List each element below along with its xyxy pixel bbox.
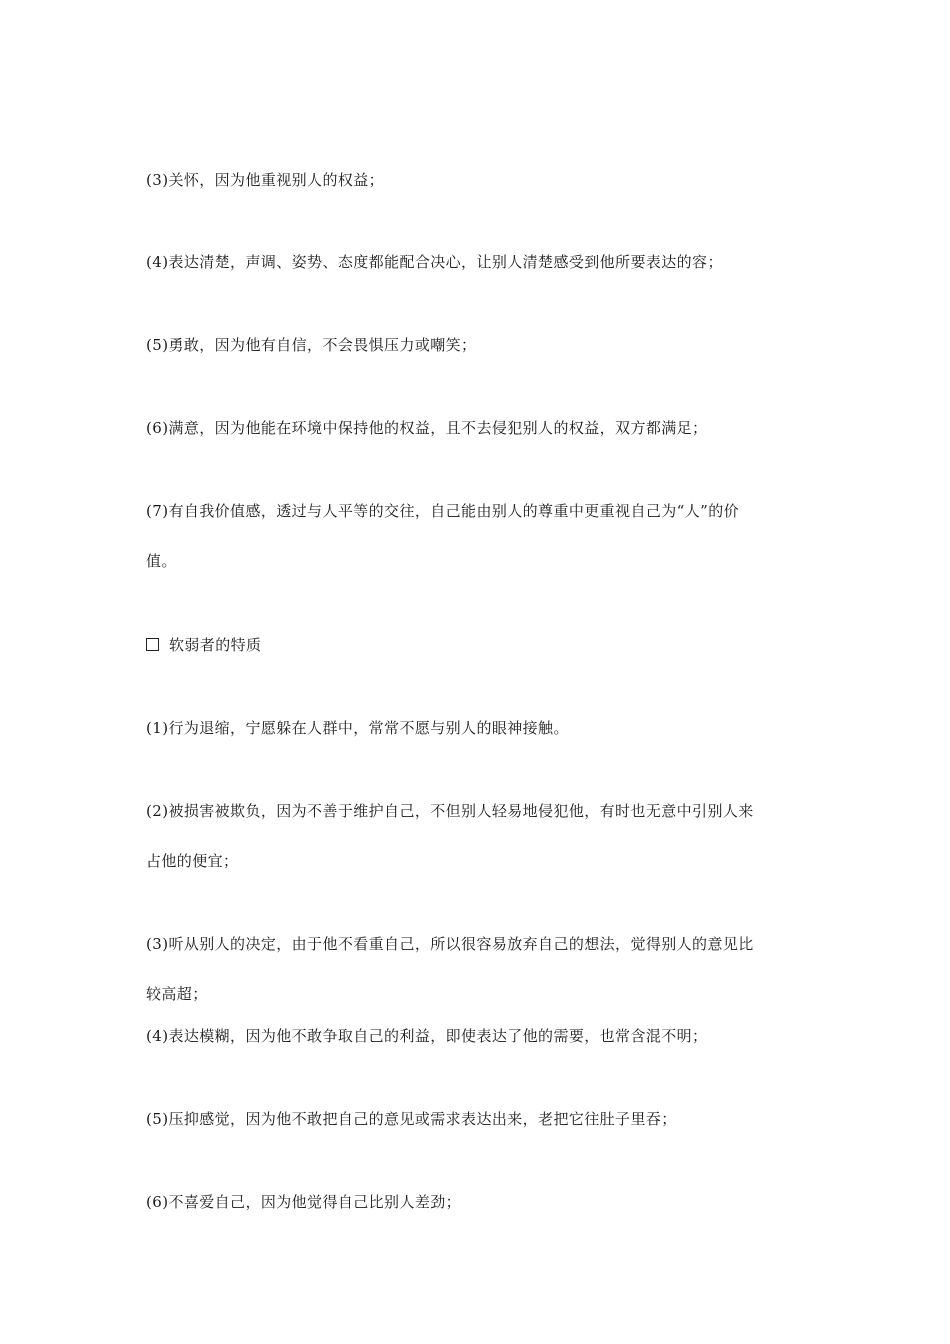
- text-line: 占他的便宜；: [146, 852, 239, 870]
- section-heading-text: 软弱者的特质: [169, 636, 262, 654]
- text-line: (4)表达模糊，因为他不敢争取自己的利益，即使表达了他的需要，也常含混不明；: [146, 1027, 708, 1045]
- text-line: 较高超；: [146, 985, 208, 1003]
- text-line: (3)关怀，因为他重视别人的权益；: [146, 171, 385, 189]
- text-line: (7)有自我价值感，透过与人平等的交往，自己能由别人的尊重中更重视自己为“人”的价: [146, 502, 739, 520]
- text-line: 值。: [146, 552, 177, 570]
- text-line: (2)被损害被欺负，因为不善于维护自己，不但别人轻易地侵犯他，有时也无意中引别人来: [146, 802, 754, 820]
- text-line: (3)听从别人的决定，由于他不看重自己，所以很容易放弃自己的想法，觉得别人的意见比: [146, 935, 754, 953]
- text-line: (6)不喜爱自己，因为他觉得自己比别人差劲；: [146, 1193, 462, 1211]
- text-line: (4)表达清楚，声调、姿势、态度都能配合决心，让别人清楚感受到他所要表达的容；: [146, 253, 723, 271]
- text-line: (5)勇敢，因为他有自信，不会畏惧压力或嘲笑；: [146, 336, 477, 354]
- text-line: (5)压抑感觉，因为他不敢把自己的意见或需求表达出来，老把它往肚子里吞；: [146, 1110, 677, 1128]
- text-line: (6)满意，因为他能在环境中保持他的权益，且不去侵犯别人的权益，双方都满足；: [146, 419, 708, 437]
- section-heading: [146, 635, 826, 655]
- checkbox-icon: [146, 638, 159, 651]
- text-line: (1)行为退缩，宁愿躲在人群中，常常不愿与别人的眼神接触。: [146, 719, 569, 737]
